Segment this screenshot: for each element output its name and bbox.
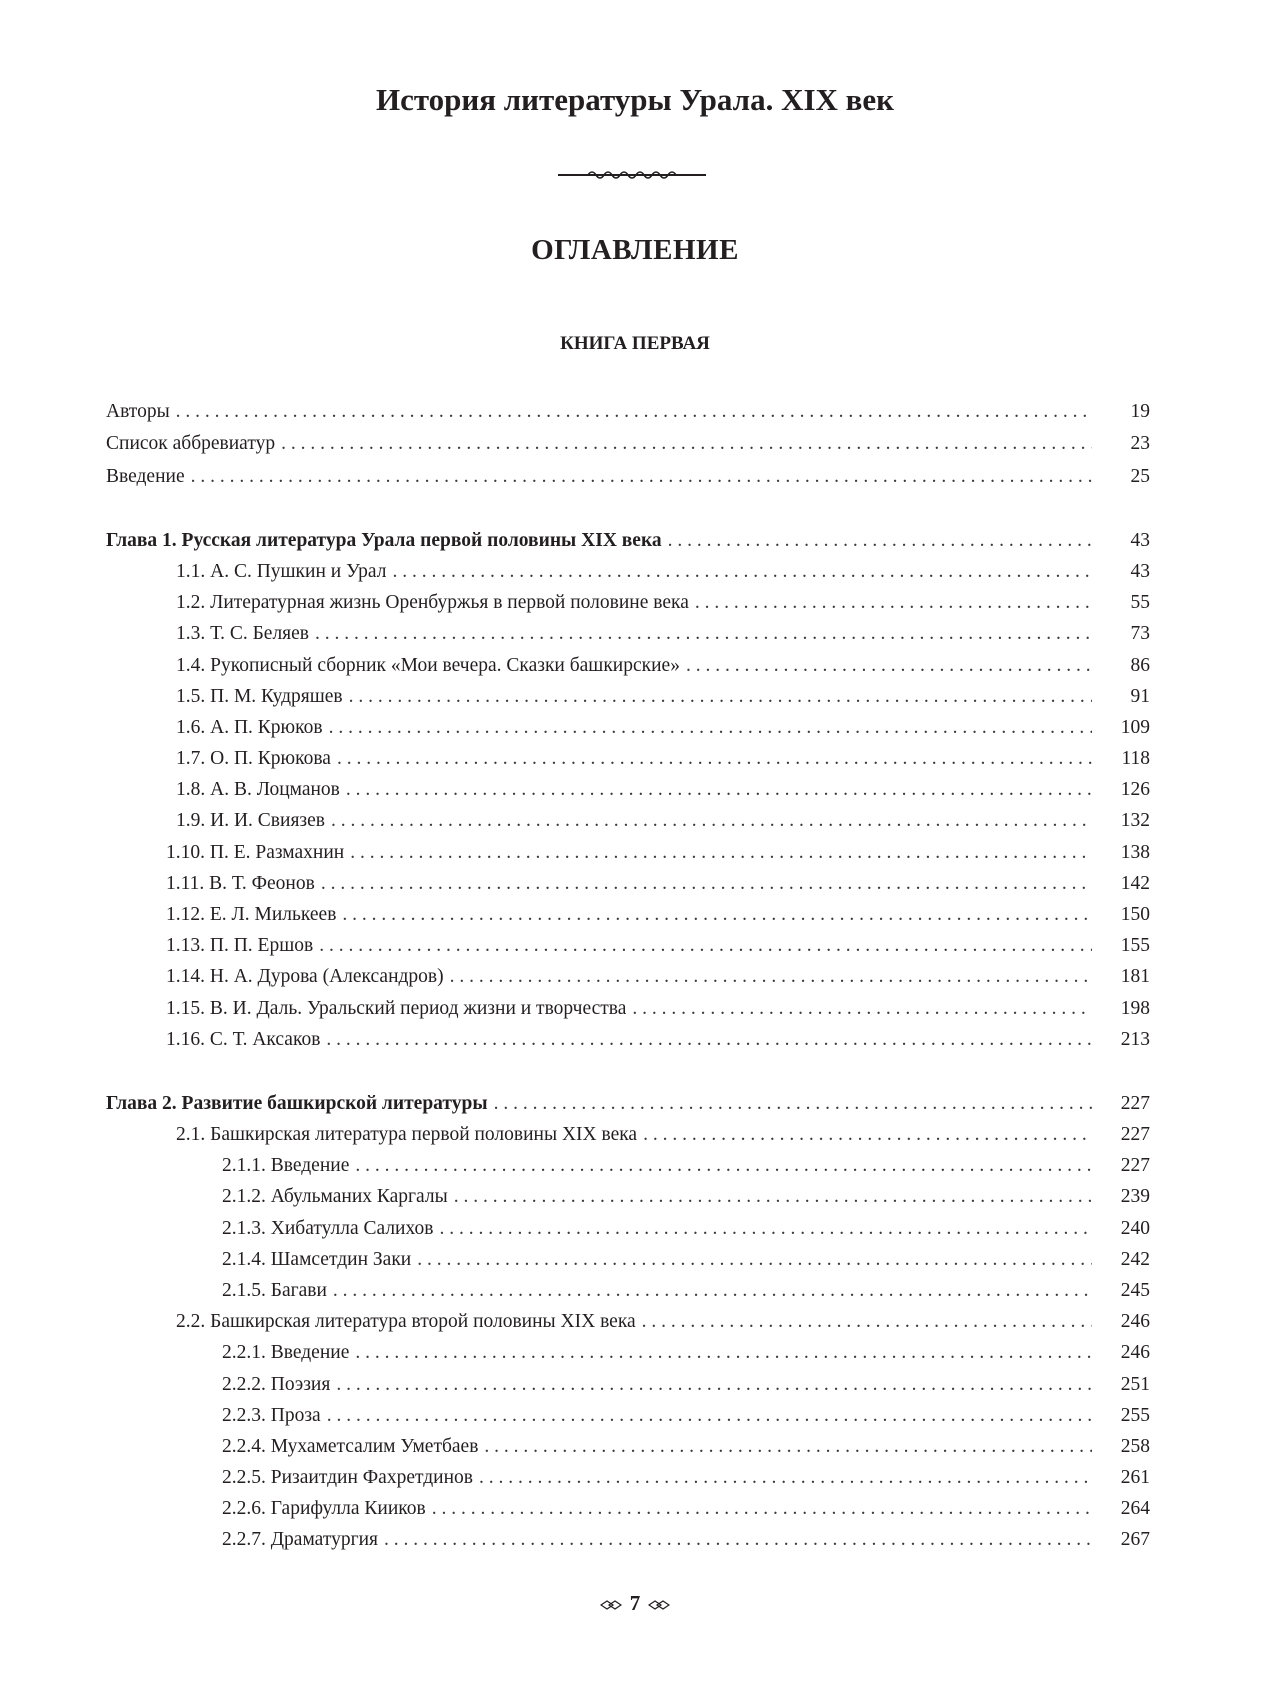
- toc-entry-label: 1.5. П. М. Кудряшев: [176, 686, 343, 707]
- toc-entry-page: 86: [1130, 655, 1150, 676]
- toc-entry-label: Глава 2. Развитие башкирской литературы: [106, 1093, 488, 1114]
- toc-entry[interactable]: [166, 900, 1150, 930]
- toc-entry[interactable]: [222, 1463, 1150, 1493]
- toc-entry[interactable]: [176, 682, 1150, 712]
- toc-entry[interactable]: [222, 1245, 1150, 1275]
- page-number: 7: [629, 1591, 641, 1615]
- dot-leader: [668, 526, 1092, 556]
- dot-leader: [176, 397, 1092, 427]
- toc-entry-page: 242: [1120, 1249, 1150, 1270]
- dot-leader: [439, 1214, 1092, 1244]
- toc-entry-label: 1.2. Литературная жизнь Оренбуржья в первой половине века: [176, 592, 689, 613]
- toc-entry-page: 25: [1130, 466, 1150, 487]
- toc-entry[interactable]: [176, 619, 1150, 649]
- toc-entry-label: 1.16. С. Т. Аксаков: [166, 1029, 321, 1050]
- toc-entry[interactable]: [166, 1025, 1150, 1055]
- toc-entry-page: 55: [1130, 592, 1150, 613]
- book-heading: КНИГА ПЕРВАЯ: [560, 333, 710, 354]
- dot-leader: [695, 588, 1092, 618]
- toc-entry[interactable]: [222, 1370, 1150, 1400]
- toc-entry[interactable]: [166, 962, 1150, 992]
- toc-entry-label: 2.1.2. Абульманих Каргалы: [222, 1186, 448, 1207]
- toc-entry[interactable]: [222, 1182, 1150, 1212]
- toc-entry-page: 43: [1130, 561, 1150, 582]
- toc-entry[interactable]: [176, 744, 1150, 774]
- toc-entry-page: 245: [1120, 1280, 1150, 1301]
- toc-section-2-1[interactable]: [176, 1120, 1150, 1150]
- page-footer: [0, 1591, 1270, 1616]
- toc-entry[interactable]: [222, 1151, 1150, 1181]
- toc-entry-page: 118: [1121, 748, 1150, 769]
- dot-leader: [329, 713, 1092, 743]
- toc-entry-label: 2.2.4. Мухаметсалим Уметбаев: [222, 1436, 479, 1457]
- toc-entry-label: 1.13. П. П. Ершов: [166, 935, 314, 956]
- toc-chapter-2[interactable]: [106, 1089, 1150, 1119]
- toc-entry-abbreviations[interactable]: [106, 429, 1150, 459]
- toc-entry-label: 2.2.3. Проза: [222, 1405, 321, 1426]
- toc-entry-page: 132: [1120, 810, 1150, 831]
- dot-leader: [355, 1338, 1092, 1368]
- dot-leader: [319, 931, 1092, 961]
- dot-leader: [686, 651, 1092, 681]
- toc-entry-label: Авторы: [106, 401, 170, 422]
- toc-entry-page: 155: [1120, 935, 1150, 956]
- toc-entry[interactable]: [176, 588, 1150, 618]
- toc-entry-page: 246: [1120, 1342, 1150, 1363]
- toc-entry-label: 1.11. В. Т. Феонов: [166, 873, 315, 894]
- toc-entry-page: 264: [1120, 1498, 1150, 1519]
- toc-entry[interactable]: [222, 1401, 1150, 1431]
- dot-leader: [342, 900, 1092, 930]
- toc-section-2-2[interactable]: [176, 1307, 1150, 1337]
- toc-entry-label: 1.7. О. П. Крюкова: [176, 748, 331, 769]
- toc-entry-label: Список аббревиатур: [106, 433, 276, 454]
- dot-leader: [494, 1089, 1092, 1119]
- toc-entry-page: 142: [1120, 873, 1150, 894]
- toc-entry-introduction[interactable]: [106, 462, 1150, 492]
- toc-entry-label: 2.2.2. Поэзия: [222, 1374, 331, 1395]
- toc-entry-label: 1.9. И. И. Свиязев: [176, 810, 325, 831]
- toc-entry-label: 2.1. Башкирская литература первой половины XIX века: [176, 1124, 638, 1145]
- toc-entry[interactable]: [176, 557, 1150, 587]
- dot-leader: [337, 744, 1092, 774]
- toc-entry[interactable]: [222, 1525, 1150, 1555]
- toc-entry-page: 19: [1130, 401, 1150, 422]
- toc-entry-label: 1.14. Н. А. Дурова (Александров): [166, 966, 444, 987]
- toc-entry-page: 240: [1120, 1218, 1150, 1239]
- dot-leader: [484, 1432, 1092, 1462]
- footer-ornament-right-icon: [648, 1600, 670, 1610]
- toc-entry[interactable]: [176, 713, 1150, 743]
- toc-entry-label: 2.1.4. Шамсетдин Заки: [222, 1249, 412, 1270]
- toc-entry-label: Глава 1. Русская литература Урала первой половины XIX века: [106, 530, 662, 551]
- toc-entry-label: 2.2.7. Драматургия: [222, 1529, 378, 1550]
- toc-entry-page: 261: [1120, 1467, 1150, 1488]
- dot-leader: [346, 775, 1092, 805]
- toc-entry-page: 251: [1120, 1374, 1150, 1395]
- toc-entry-page: 255: [1120, 1405, 1150, 1426]
- toc-entry[interactable]: [176, 806, 1150, 836]
- toc-entry-page: 126: [1120, 779, 1150, 800]
- footer-ornament-left-icon: [600, 1600, 622, 1610]
- dot-leader: [326, 1025, 1092, 1055]
- dot-leader: [349, 682, 1092, 712]
- dot-leader: [315, 619, 1092, 649]
- toc-entry-label: 2.2.6. Гарифулла Кииков: [222, 1498, 426, 1519]
- toc-entry-label: 1.3. Т. С. Беляев: [176, 623, 310, 644]
- toc-entry-page: 267: [1120, 1529, 1150, 1550]
- toc-entry[interactable]: [166, 994, 1150, 1024]
- toc-entry-page: 227: [1120, 1124, 1150, 1145]
- toc-entry-page: 198: [1120, 998, 1150, 1019]
- dot-leader: [632, 994, 1092, 1024]
- toc-entry-label: 1.8. А. В. Лоцманов: [176, 779, 340, 800]
- toc-entry-page: 150: [1120, 904, 1150, 925]
- toc-entry-page: 109: [1120, 717, 1150, 738]
- toc-entry-page: 258: [1120, 1436, 1150, 1457]
- toc-entry-page: 227: [1120, 1155, 1150, 1176]
- toc-entry-label: 1.6. А. П. Крюков: [176, 717, 323, 738]
- toc-heading: ОГЛАВЛЕНИЕ: [531, 234, 739, 266]
- toc-entry-label: 2.2. Башкирская литература второй половины XIX века: [176, 1311, 636, 1332]
- toc-entry[interactable]: [176, 775, 1150, 805]
- toc-entry-label: 2.1.5. Багави: [222, 1280, 327, 1301]
- toc-entry[interactable]: [166, 931, 1150, 961]
- toc-entry-label: 1.10. П. Е. Размахнин: [166, 842, 345, 863]
- dot-leader: [191, 462, 1092, 492]
- book-title: История литературы Урала. XIX век: [375, 82, 895, 117]
- toc-entry[interactable]: [222, 1494, 1150, 1524]
- toc-entry-label: 2.1.1. Введение: [222, 1155, 350, 1176]
- toc-entry-label: 1.12. Е. Л. Милькеев: [166, 904, 337, 925]
- dot-leader: [333, 1276, 1092, 1306]
- dot-leader: [450, 962, 1092, 992]
- toc-entry-page: 138: [1120, 842, 1150, 863]
- toc-entry[interactable]: [166, 838, 1150, 868]
- dot-leader: [281, 429, 1092, 459]
- toc-entry[interactable]: [166, 869, 1150, 899]
- toc-entry[interactable]: [222, 1338, 1150, 1368]
- toc-entry-label: 1.1. А. С. Пушкин и Урал: [176, 561, 387, 582]
- dot-leader: [417, 1245, 1092, 1275]
- toc-entry[interactable]: [222, 1432, 1150, 1462]
- toc-entry-authors[interactable]: [106, 397, 1150, 427]
- dot-leader: [454, 1182, 1092, 1212]
- dot-leader: [327, 1401, 1092, 1431]
- dot-leader: [393, 557, 1093, 587]
- toc-entry-label: 2.1.3. Хибатулла Салихов: [222, 1218, 434, 1239]
- dot-leader: [479, 1463, 1092, 1493]
- toc-entry[interactable]: [176, 651, 1150, 681]
- toc-entry-label: 1.15. В. И. Даль. Уральский период жизни и творчества: [166, 998, 627, 1019]
- toc-chapter-1[interactable]: [106, 526, 1150, 556]
- dot-leader: [355, 1151, 1092, 1181]
- toc-entry-page: 227: [1120, 1093, 1150, 1114]
- toc-entry-page: 91: [1130, 686, 1150, 707]
- dot-leader: [642, 1307, 1092, 1337]
- toc-entry-page: 73: [1130, 623, 1150, 644]
- toc-entry-page: 213: [1120, 1029, 1150, 1050]
- toc-entry[interactable]: [222, 1214, 1150, 1244]
- dot-leader: [336, 1370, 1092, 1400]
- toc-entry-page: 239: [1120, 1186, 1150, 1207]
- toc-entry-page: 43: [1130, 530, 1150, 551]
- toc-entry-label: 2.2.5. Ризаитдин Фахретдинов: [222, 1467, 473, 1488]
- toc-entry-label: 1.4. Рукописный сборник «Мои вечера. Сказки башкирские»: [176, 655, 680, 676]
- dot-leader: [321, 869, 1092, 899]
- dot-leader: [643, 1120, 1092, 1150]
- dot-leader: [432, 1494, 1092, 1524]
- toc-entry[interactable]: [222, 1276, 1150, 1306]
- dot-leader: [350, 838, 1092, 868]
- toc-entry-page: 23: [1130, 433, 1150, 454]
- toc-entry-page: 246: [1120, 1311, 1150, 1332]
- toc-entry-label: Введение: [106, 466, 185, 487]
- dot-leader: [384, 1525, 1092, 1555]
- toc-entry-page: 181: [1120, 966, 1150, 987]
- toc-entry-label: 2.2.1. Введение: [222, 1342, 350, 1363]
- dot-leader: [331, 806, 1092, 836]
